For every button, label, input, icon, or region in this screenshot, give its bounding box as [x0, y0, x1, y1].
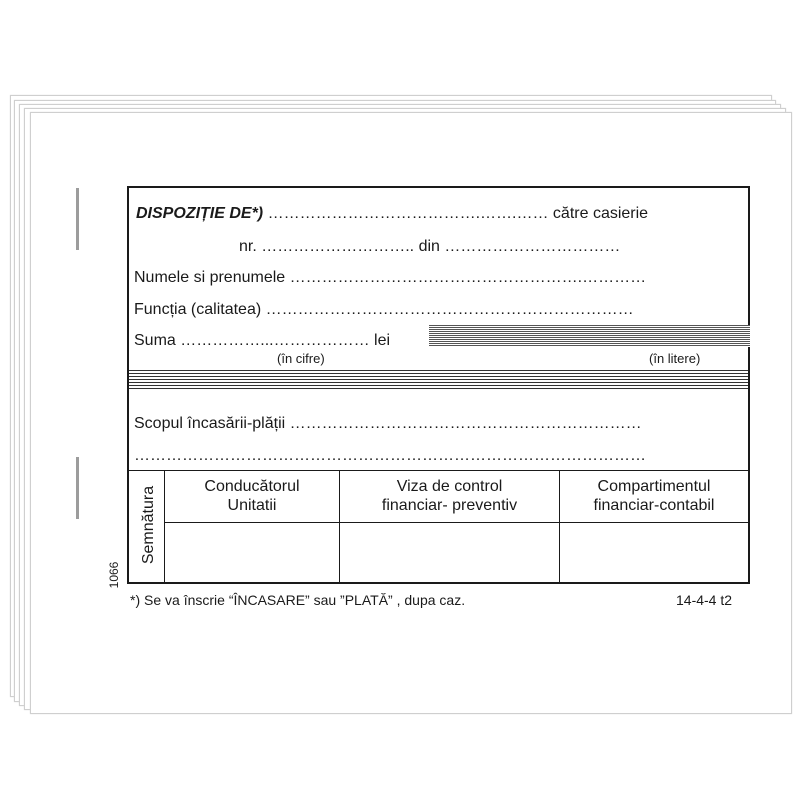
binding-mark-top	[76, 188, 79, 250]
signature-table	[129, 470, 748, 583]
purpose-line[interactable]: Scopul încasării-plății …………………………………………………………	[134, 415, 642, 432]
signature-cell-control-visa[interactable]	[340, 523, 559, 583]
sum-line[interactable]: Suma ……………...……………… lei	[134, 332, 391, 349]
number-date-line[interactable]: nr. ……………………….. din ……………………………	[239, 238, 621, 255]
name-line[interactable]: Numele si prenumele ……………………………………………….…………	[134, 269, 647, 286]
column-head-line: financiar- preventiv	[381, 497, 518, 514]
sum-in-words-continuation-field[interactable]	[129, 370, 748, 391]
purpose-continuation-line[interactable]: ……………………………………………………………………………………	[134, 447, 646, 464]
column-head-manager	[165, 477, 339, 515]
column-head-line: Conducătorul	[204, 478, 300, 495]
column-head-line: Unitatii	[227, 497, 277, 514]
sum-in-words-field[interactable]	[429, 325, 750, 347]
disposition-form	[127, 186, 750, 584]
column-head-line: Viza de control	[396, 478, 503, 495]
column-head-accounting	[560, 477, 748, 515]
in-words-caption: (în litere)	[649, 351, 701, 366]
footnote: *) Se va înscrie “ÎNCASARE” sau ”PLATĂ” , dupa caz.	[130, 592, 466, 608]
column-head-control-visa	[340, 477, 559, 515]
signature-cell-accounting[interactable]	[560, 523, 748, 583]
title-fill-dots[interactable]: ………………………………….…….……	[267, 205, 549, 222]
title-line	[136, 204, 648, 224]
function-line[interactable]: Funcția (calitatea) ……………………………………………………………	[134, 301, 634, 318]
form-title: DISPOZIȚIE DE*)	[136, 205, 264, 222]
column-head-line: Compartimentul	[597, 478, 711, 495]
side-number: 1066	[107, 561, 121, 589]
to-cashier-label: către casierie	[552, 205, 649, 222]
column-head-line: financiar-contabil	[593, 497, 715, 514]
binding-mark-bottom	[76, 457, 79, 519]
signature-label: Semnătura	[140, 485, 157, 565]
signature-cell-manager[interactable]	[165, 523, 339, 583]
form-code: 14-4-4 t2	[676, 592, 733, 608]
in-digits-caption: (în cifre)	[277, 351, 325, 366]
